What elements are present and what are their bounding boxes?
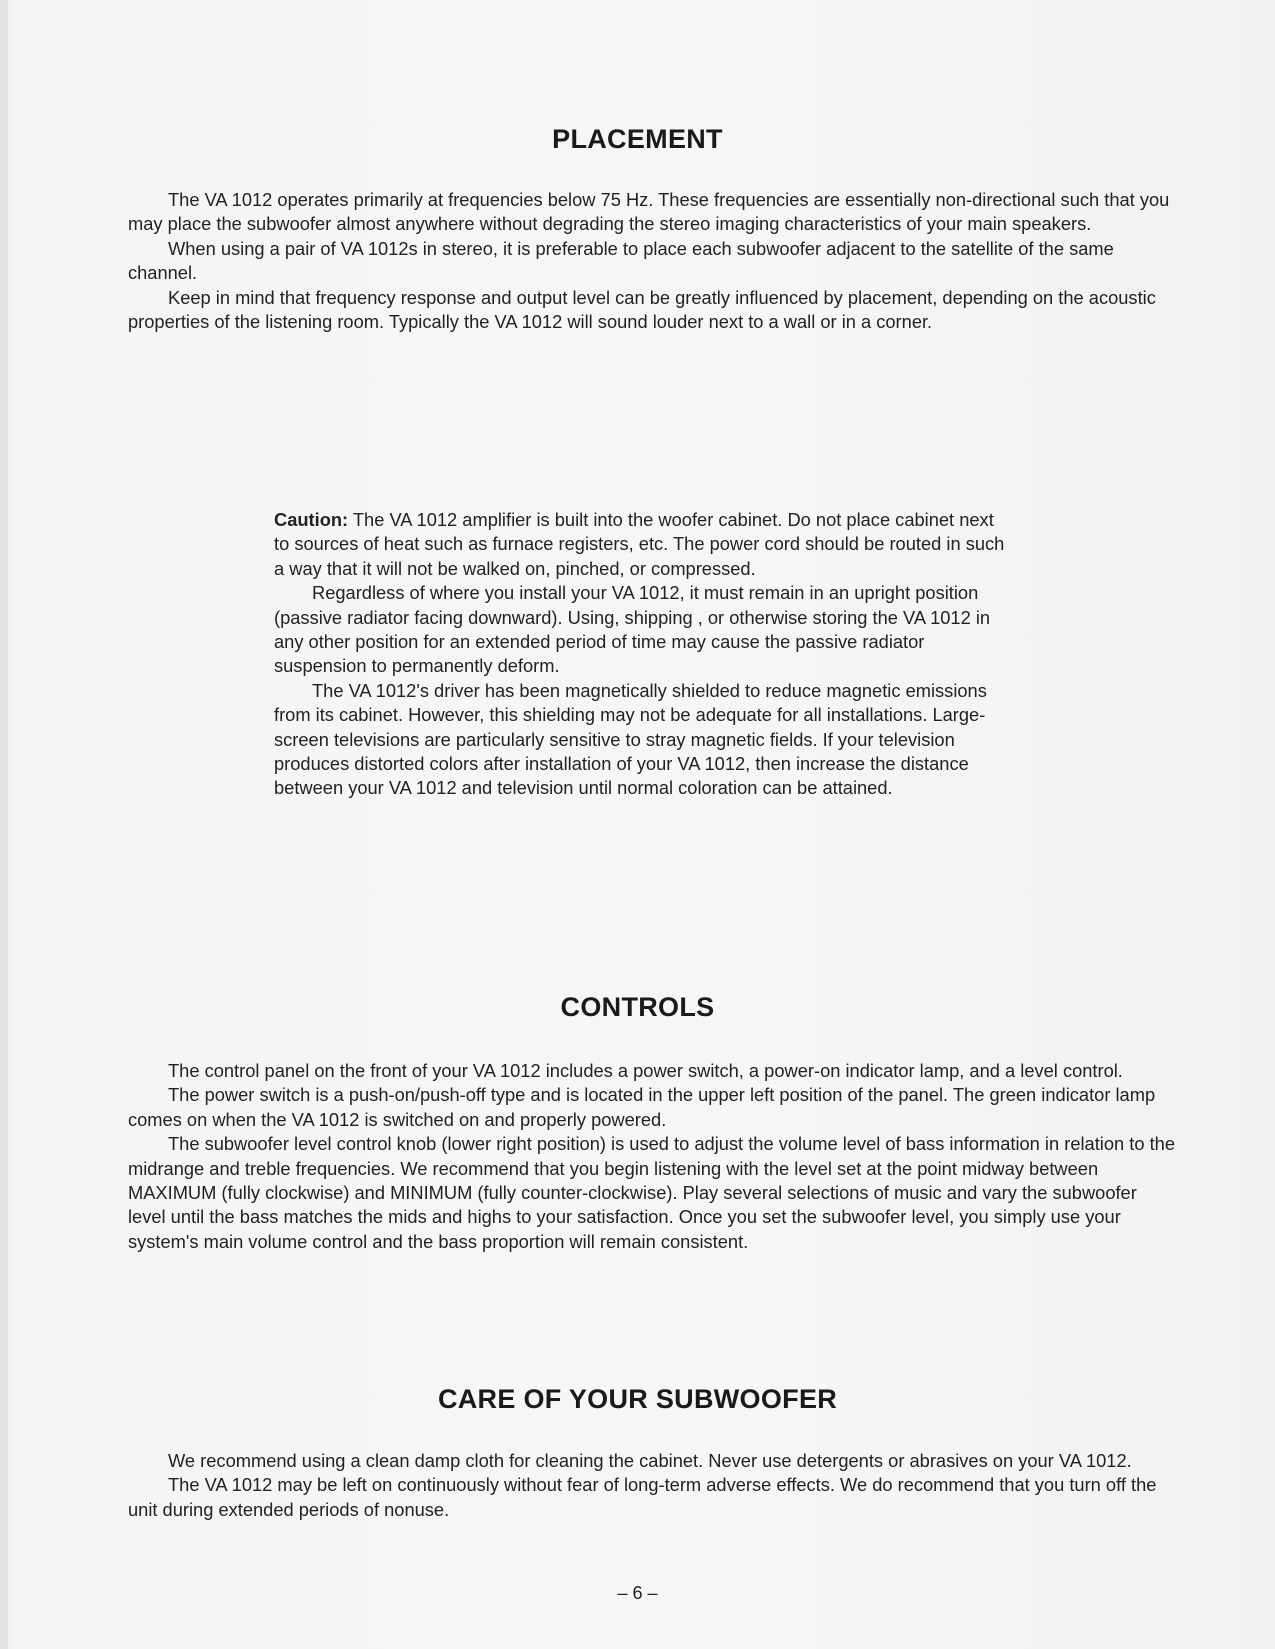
caution-paragraph-2: Regardless of where you install your VA 1012, it must remain in an upright position (passive radiator facing downward). Using, shipping , or otherwise storing the VA 1012 in any other position for an extended period of time may cause the passive radiator suspension to permanently deform. (274, 582, 991, 677)
controls-paragraph-2: The power switch is a push-on/push-off type and is located in the upper left position of the panel. The green indicator lamp comes on when the VA 1012 is switched on and properly powered. (128, 1084, 1156, 1130)
care-paragraph-1: We recommend using a clean damp cloth for cleaning the cabinet. Never use detergents or abrasives on your VA 1012. (168, 1450, 1132, 1471)
placement-heading: PLACEMENT (552, 124, 723, 154)
caution-label: Caution: (274, 509, 349, 530)
page-number: – 6 – (617, 1583, 658, 1603)
placement-paragraph-2: When using a pair of VA 1012s in stereo, it is preferable to place each subwoofer adjacent to the satellite of the same channel. (128, 237, 1114, 284)
caution-paragraph-1-text: The VA 1012 amplifier is built into the woofer cabinet. Do not place cabinet next to sources of heat such as furnace registers, etc. The power cord should be routed in such a way that it will not be walked on, pinched, or compressed. (274, 509, 1005, 579)
caution-section (274, 508, 1014, 801)
placement-section (128, 188, 1178, 334)
controls-paragraph-3: The subwoofer level control knob (lower right position) is used to adjust the volume level of bass information in relation to the midrange and treble frequencies. We recommend that you begin listening with the level set at the point midway between MAXIMUM (fully clockwise) and MINIMUM (fully counter-clockwise). Play several selections of music and vary the subwoofer level until the bass matches the mids and highs to your satisfaction. Once you set the subwoofer level, you simply use your system's main volume control and the bass proportion will remain consistent. (128, 1133, 1176, 1252)
placement-paragraph-1: The VA 1012 operates primarily at frequencies below 75 Hz. These frequencies are essentially non-directional such that you may place the subwoofer almost anywhere without degrading the stereo imaging characteristics of your main speakers. (128, 189, 1170, 235)
care-paragraph-2: The VA 1012 may be left on continuously without fear of long-term adverse effects. We do recommend that you turn off the unit during extended periods of nonuse. (128, 1474, 1157, 1520)
caution-paragraph-1 (274, 508, 1014, 581)
placement-paragraph-3: Keep in mind that frequency response and output level can be greatly influenced by placement, depending on the acoustic properties of the listening room. Typically the VA 1012 will sound louder next to a wall or in a corner. (128, 286, 1156, 333)
controls-heading: CONTROLS (560, 992, 715, 1022)
care-heading: CARE OF YOUR SUBWOOFER (437, 1384, 838, 1414)
care-section (128, 1449, 1178, 1522)
caution-paragraph-3: The VA 1012's driver has been magnetically shielded to reduce magnetic emissions from its cabinet. However, this shielding may not be adequate for all installations. Large-screen televisions are particularly sensitive to stray magnetic fields. If your television produces distorted colors after installation of your VA 1012, then increase the distance between your VA 1012 and television until normal coloration can be attained. (274, 679, 987, 799)
controls-section (128, 1059, 1178, 1254)
controls-paragraph-1: The control panel on the front of your VA 1012 includes a power switch, a power-on indicator lamp, and a level control. (168, 1060, 1123, 1081)
